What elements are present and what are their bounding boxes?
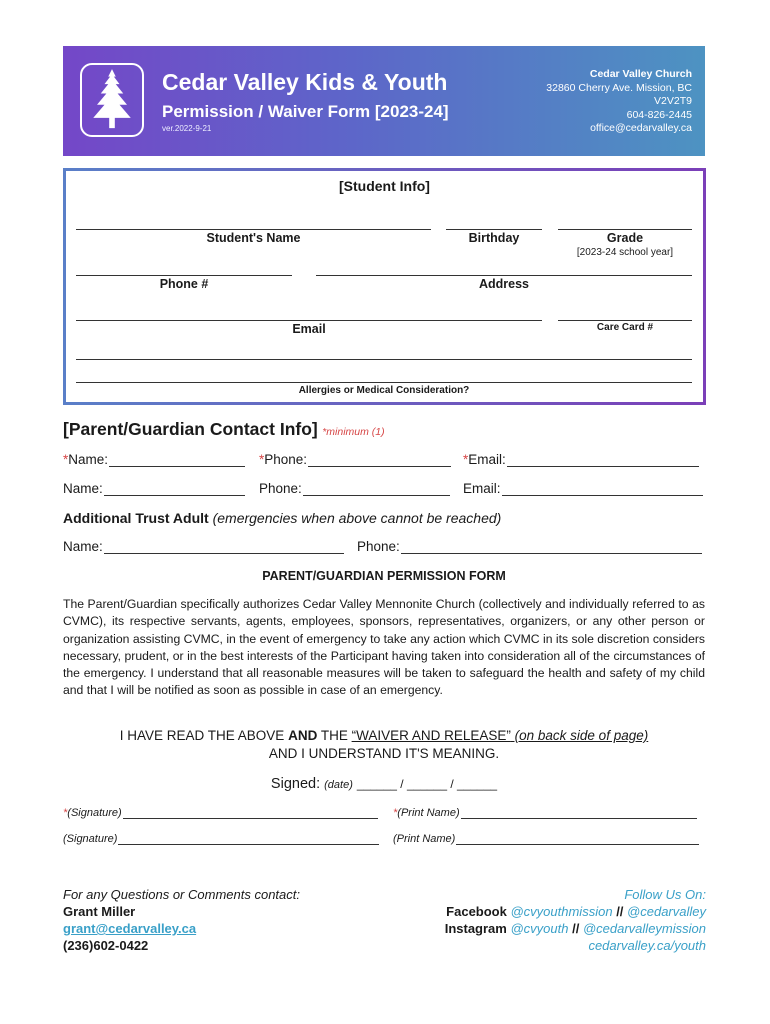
church-contact <box>546 68 692 136</box>
parent2-phone-field[interactable] <box>303 481 450 496</box>
trust-name-field[interactable] <box>104 539 344 554</box>
parent-contact-title: [Parent/Guardian Contact Info] <box>63 419 318 439</box>
grade-label: Grade <box>606 231 644 245</box>
permission-body: The Parent/Guardian specifically authorizes Cedar Valley Mennonite Church (collectively and individually referred to as CVMC), its respective servants, agents, employees, sponsors, representatives, organizers, or any other person or organization assisting CVMC, in the event of emergency to take any action which CVMC in its sole discretion considers necessary, prudent, or in the best interests of the Participant having taken into consideration all of the circumstances of the emergency. I understand that all reasonable measures will be taken to safeguard the health and safety of my child and that I will be notified as soon as possible in case of an emergency. <box>63 597 705 698</box>
parent2-email-row <box>463 481 703 496</box>
birthday-label: Birthday <box>468 231 520 245</box>
trust-phone-field[interactable] <box>401 539 702 554</box>
signature-row-1 <box>63 806 378 819</box>
ack-text: I HAVE READ THE ABOVE <box>119 728 289 743</box>
print-name-row-2 <box>393 832 699 845</box>
allergies-field-2[interactable] <box>76 382 692 383</box>
instagram-handle-youth[interactable]: @cvyouth <box>510 921 569 936</box>
tree-icon <box>80 63 144 137</box>
parent1-phone-field[interactable] <box>308 452 451 467</box>
church-email: office@cedarvalley.ca <box>590 122 692 134</box>
contact-phone: (236)602-0422 <box>63 938 149 953</box>
signature-label-1: (Signature) <box>67 807 122 819</box>
care-card-field[interactable] <box>558 320 692 321</box>
print-name-field-2[interactable] <box>456 832 699 845</box>
signed-date-row <box>63 776 705 792</box>
trust-adult-note: (emergencies when above cannot be reached) <box>212 510 502 526</box>
ack-the: THE <box>317 728 352 743</box>
minimum-note: *minimum (1) <box>322 426 385 438</box>
instagram-handle-mission[interactable]: @cedarvalleymission <box>582 921 706 936</box>
care-card-label: Care Card # <box>596 322 654 333</box>
header-banner <box>63 46 705 156</box>
address-field[interactable] <box>316 275 692 276</box>
parent2-phone-row <box>259 481 450 496</box>
trust-name-row <box>63 539 344 554</box>
separator: // <box>616 904 624 919</box>
parent1-name-label: Name: <box>68 452 109 467</box>
address-label: Address <box>478 277 530 291</box>
facebook-handle-youth[interactable]: @cvyouthmission <box>510 904 613 919</box>
back-side-note: (on back side of page) <box>510 728 649 743</box>
student-name-label: Student's Name <box>206 231 301 245</box>
form-version: ver.2022-9-21 <box>162 124 212 133</box>
parent1-phone-row <box>259 452 451 467</box>
allergies-label: Allergies or Medical Consideration? <box>298 385 470 396</box>
contact-email-link[interactable]: grant@cedarvalley.ca <box>63 921 197 936</box>
phone-label: Phone # <box>159 277 209 291</box>
ack-and: AND <box>288 728 318 743</box>
parent-contact-heading <box>63 419 385 440</box>
facebook-row <box>445 903 706 920</box>
facebook-label: Facebook <box>446 904 507 919</box>
email-field[interactable] <box>76 320 542 321</box>
signature-field-1[interactable] <box>123 806 378 819</box>
parent2-name-row <box>63 481 245 496</box>
phone-field[interactable] <box>76 275 292 276</box>
required-mark: * <box>259 452 265 467</box>
trust-adult-heading <box>63 510 501 526</box>
date-field[interactable]: ______ / ______ / ______ <box>356 777 498 791</box>
trust-adult-label: Additional Trust Adult <box>63 510 209 526</box>
instagram-label: Instagram <box>444 921 507 936</box>
waiver-link[interactable]: “WAIVER AND RELEASE” <box>351 728 511 743</box>
parent2-phone-label: Phone: <box>259 481 302 496</box>
required-mark: * <box>393 807 398 819</box>
parent2-email-field[interactable] <box>502 481 703 496</box>
footer-contact <box>63 886 300 954</box>
follow-text: Follow Us On: <box>624 887 706 902</box>
parent2-name-label: Name: <box>63 481 103 496</box>
student-info-title: [Student Info] <box>339 178 430 194</box>
permission-heading: PARENT/GUARDIAN PERMISSION FORM <box>262 569 506 583</box>
allergies-field-1[interactable] <box>76 359 692 360</box>
signed-label: Signed: <box>270 776 321 792</box>
footer-social <box>445 886 706 954</box>
print-name-label-2: (Print Name) <box>393 833 456 845</box>
instagram-row <box>445 920 706 937</box>
required-mark: * <box>63 452 69 467</box>
church-address: 32860 Cherry Ave. Mission, BC <box>546 81 692 94</box>
student-name-field[interactable] <box>76 229 431 230</box>
print-name-label-1: (Print Name) <box>397 807 460 819</box>
separator: // <box>572 921 580 936</box>
parent1-name-field[interactable] <box>109 452 245 467</box>
print-name-field-1[interactable] <box>461 806 697 819</box>
birthday-field[interactable] <box>446 229 542 230</box>
facebook-handle-church[interactable]: @cedarvalley <box>627 904 706 919</box>
church-phone: 604-826-2445 <box>626 108 692 121</box>
parent2-email-label: Email: <box>463 481 501 496</box>
parent1-name-row <box>63 452 245 467</box>
parent1-phone-label: Phone: <box>264 452 308 467</box>
questions-text: For any Questions or Comments contact: <box>63 887 300 902</box>
trust-phone-label: Phone: <box>357 539 400 554</box>
required-mark: * <box>463 452 469 467</box>
signature-label-2: (Signature) <box>63 833 118 845</box>
required-mark: * <box>63 807 68 819</box>
form-title: Cedar Valley Kids & Youth <box>162 69 448 95</box>
website-link[interactable]: cedarvalley.ca/youth <box>588 938 706 953</box>
acknowledgement-line-1 <box>63 728 705 743</box>
trust-name-label: Name: <box>63 539 103 554</box>
form-subtitle: Permission / Waiver Form [2023-24] <box>162 102 449 121</box>
parent2-name-field[interactable] <box>104 481 245 496</box>
grade-note: [2023-24 school year] <box>576 247 674 258</box>
contact-name: Grant Miller <box>63 904 136 919</box>
acknowledgement-line-2: AND I UNDERSTAND IT'S MEANING. <box>268 746 500 761</box>
parent1-email-field[interactable] <box>507 452 699 467</box>
student-info-box <box>63 168 706 405</box>
signature-field-2[interactable] <box>118 832 379 845</box>
email-label: Email <box>292 322 326 336</box>
print-name-row-1 <box>393 806 697 819</box>
church-postal: V2V2T9 <box>654 95 692 107</box>
parent1-email-label: Email: <box>468 452 506 467</box>
trust-phone-row <box>357 539 702 554</box>
date-label: (date) <box>324 779 353 791</box>
signature-row-2 <box>63 832 379 845</box>
parent1-email-row <box>463 452 699 467</box>
church-name: Cedar Valley Church <box>589 68 692 80</box>
grade-field[interactable] <box>558 229 692 230</box>
